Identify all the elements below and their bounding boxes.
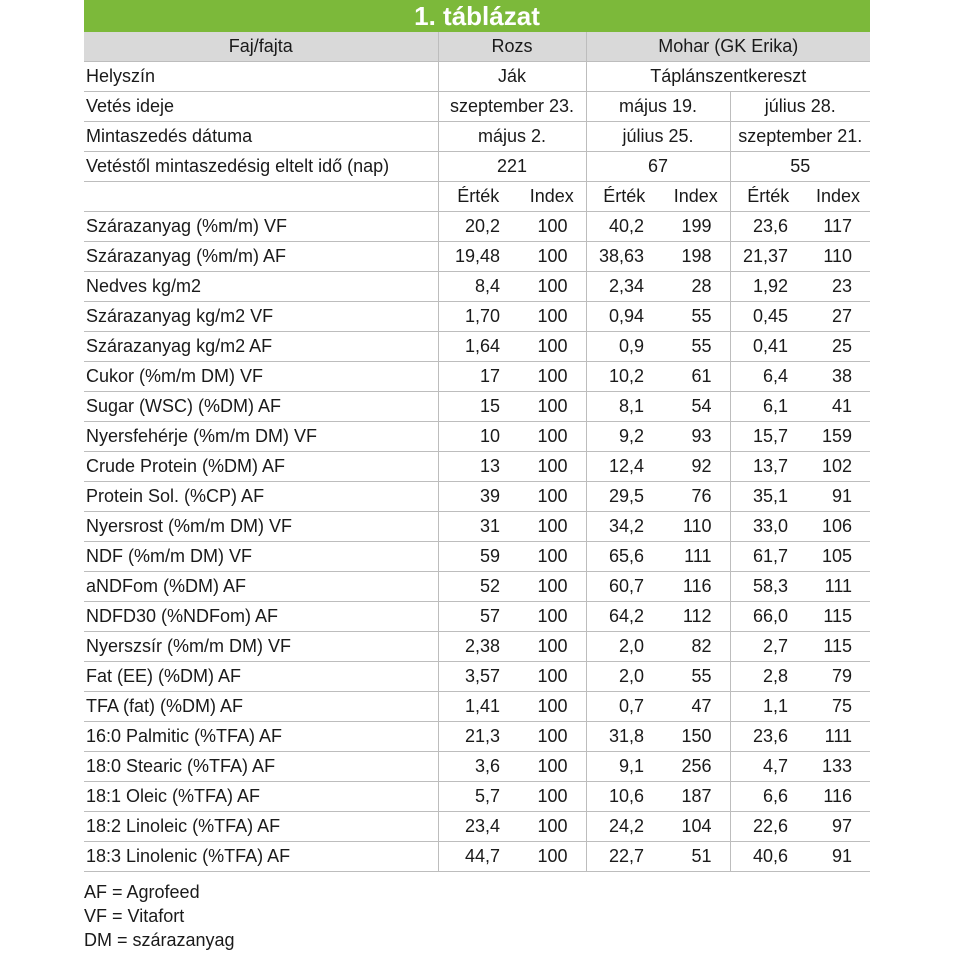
value-cell: 6,6 <box>730 782 806 812</box>
value-cell: 10 <box>438 422 518 452</box>
index-cell: 100 <box>518 782 586 812</box>
sowing-a: szeptember 23. <box>438 92 586 122</box>
value-cell: 59 <box>438 542 518 572</box>
value-cell: 3,6 <box>438 752 518 782</box>
row-label: Szárazanyag (%m/m) VF <box>84 212 438 242</box>
value-cell: 58,3 <box>730 572 806 602</box>
index-cell: 55 <box>662 332 730 362</box>
sampling-label: Mintaszedés dátuma <box>84 122 438 152</box>
value-cell: 2,8 <box>730 662 806 692</box>
sowing-label: Vetés ideje <box>84 92 438 122</box>
index-cell: 41 <box>806 392 870 422</box>
value-cell: 60,7 <box>586 572 662 602</box>
index-cell: 93 <box>662 422 730 452</box>
index-cell: 110 <box>806 242 870 272</box>
index-cell: 100 <box>518 602 586 632</box>
value-cell: 9,2 <box>586 422 662 452</box>
index-cell: 55 <box>662 302 730 332</box>
table-row <box>84 482 870 512</box>
table-row <box>84 722 870 752</box>
subheader-ertek: Érték <box>438 182 518 212</box>
index-cell: 198 <box>662 242 730 272</box>
table-row <box>84 632 870 662</box>
header-row <box>84 32 870 62</box>
value-cell: 2,0 <box>586 632 662 662</box>
value-cell: 40,6 <box>730 842 806 872</box>
table-row <box>84 602 870 632</box>
location-row <box>84 62 870 92</box>
value-cell: 17 <box>438 362 518 392</box>
index-cell: 199 <box>662 212 730 242</box>
subheader-index: Index <box>806 182 870 212</box>
days-b: 67 <box>586 152 730 182</box>
value-cell: 61,7 <box>730 542 806 572</box>
value-cell: 6,4 <box>730 362 806 392</box>
value-cell: 5,7 <box>438 782 518 812</box>
index-cell: 100 <box>518 482 586 512</box>
row-label: Szárazanyag (%m/m) AF <box>84 242 438 272</box>
index-cell: 100 <box>518 542 586 572</box>
index-cell: 100 <box>518 242 586 272</box>
header-species: Faj/fajta <box>84 32 438 62</box>
value-cell: 38,63 <box>586 242 662 272</box>
sowing-row <box>84 92 870 122</box>
table-container <box>84 0 870 872</box>
row-label: 18:3 Linolenic (%TFA) AF <box>84 842 438 872</box>
value-cell: 21,37 <box>730 242 806 272</box>
value-cell: 39 <box>438 482 518 512</box>
value-cell: 0,94 <box>586 302 662 332</box>
index-cell: 47 <box>662 692 730 722</box>
index-cell: 100 <box>518 572 586 602</box>
value-cell: 0,7 <box>586 692 662 722</box>
index-cell: 116 <box>662 572 730 602</box>
value-cell: 15,7 <box>730 422 806 452</box>
index-cell: 106 <box>806 512 870 542</box>
days-c: 55 <box>730 152 870 182</box>
sampling-b: július 25. <box>586 122 730 152</box>
value-cell: 15 <box>438 392 518 422</box>
row-label: Nedves kg/m2 <box>84 272 438 302</box>
index-cell: 100 <box>518 722 586 752</box>
index-cell: 25 <box>806 332 870 362</box>
index-cell: 97 <box>806 812 870 842</box>
row-label: TFA (fat) (%DM) AF <box>84 692 438 722</box>
value-cell: 12,4 <box>586 452 662 482</box>
value-cell: 29,5 <box>586 482 662 512</box>
value-cell: 23,4 <box>438 812 518 842</box>
table-row <box>84 842 870 872</box>
sampling-a: május 2. <box>438 122 586 152</box>
index-cell: 100 <box>518 332 586 362</box>
table-row <box>84 512 870 542</box>
value-cell: 6,1 <box>730 392 806 422</box>
value-cell: 40,2 <box>586 212 662 242</box>
index-cell: 100 <box>518 752 586 782</box>
table-row <box>84 812 870 842</box>
index-cell: 55 <box>662 662 730 692</box>
index-cell: 51 <box>662 842 730 872</box>
index-cell: 38 <box>806 362 870 392</box>
table-row <box>84 692 870 722</box>
value-cell: 35,1 <box>730 482 806 512</box>
footnote: DM = szárazanyag <box>84 930 235 950</box>
index-cell: 100 <box>518 272 586 302</box>
row-label: Sugar (WSC) (%DM) AF <box>84 392 438 422</box>
value-cell: 2,38 <box>438 632 518 662</box>
index-cell: 79 <box>806 662 870 692</box>
value-cell: 19,48 <box>438 242 518 272</box>
table-row <box>84 242 870 272</box>
value-cell: 9,1 <box>586 752 662 782</box>
subheader-index: Index <box>518 182 586 212</box>
index-cell: 111 <box>806 572 870 602</box>
index-cell: 102 <box>806 452 870 482</box>
index-cell: 100 <box>518 422 586 452</box>
index-cell: 75 <box>806 692 870 722</box>
value-cell: 23,6 <box>730 212 806 242</box>
value-cell: 31,8 <box>586 722 662 752</box>
index-cell: 116 <box>806 782 870 812</box>
sowing-c: július 28. <box>730 92 870 122</box>
index-cell: 92 <box>662 452 730 482</box>
row-label: Nyerszsír (%m/m DM) VF <box>84 632 438 662</box>
row-label: Cukor (%m/m DM) VF <box>84 362 438 392</box>
value-cell: 1,92 <box>730 272 806 302</box>
row-label: 18:2 Linoleic (%TFA) AF <box>84 812 438 842</box>
value-cell: 66,0 <box>730 602 806 632</box>
table-title: 1. táblázat <box>84 0 870 32</box>
subheader-ertek: Érték <box>586 182 662 212</box>
value-cell: 8,1 <box>586 392 662 422</box>
index-cell: 100 <box>518 662 586 692</box>
row-label: Szárazanyag kg/m2 AF <box>84 332 438 362</box>
row-label: aNDFom (%DM) AF <box>84 572 438 602</box>
index-cell: 100 <box>518 392 586 422</box>
index-cell: 27 <box>806 302 870 332</box>
value-cell: 0,45 <box>730 302 806 332</box>
value-cell: 1,41 <box>438 692 518 722</box>
location-g2: Táplánszentkereszt <box>586 62 870 92</box>
index-cell: 150 <box>662 722 730 752</box>
table-row <box>84 212 870 242</box>
table-row <box>84 392 870 422</box>
row-label: 16:0 Palmitic (%TFA) AF <box>84 722 438 752</box>
data-table <box>84 32 870 872</box>
row-label: 18:0 Stearic (%TFA) AF <box>84 752 438 782</box>
value-cell: 64,2 <box>586 602 662 632</box>
value-cell: 31 <box>438 512 518 542</box>
footnote: AF = Agrofeed <box>84 882 200 902</box>
value-cell: 65,6 <box>586 542 662 572</box>
value-cell: 33,0 <box>730 512 806 542</box>
row-label: Protein Sol. (%CP) AF <box>84 482 438 512</box>
index-cell: 115 <box>806 602 870 632</box>
value-cell: 10,6 <box>586 782 662 812</box>
index-cell: 187 <box>662 782 730 812</box>
index-cell: 100 <box>518 512 586 542</box>
value-cell: 24,2 <box>586 812 662 842</box>
index-cell: 115 <box>806 632 870 662</box>
table-row <box>84 422 870 452</box>
table-row <box>84 572 870 602</box>
value-cell: 57 <box>438 602 518 632</box>
subheader-row <box>84 182 870 212</box>
value-cell: 1,1 <box>730 692 806 722</box>
value-cell: 13 <box>438 452 518 482</box>
value-cell: 2,7 <box>730 632 806 662</box>
row-label: Fat (EE) (%DM) AF <box>84 662 438 692</box>
row-label: Crude Protein (%DM) AF <box>84 452 438 482</box>
value-cell: 20,2 <box>438 212 518 242</box>
value-cell: 4,7 <box>730 752 806 782</box>
value-cell: 23,6 <box>730 722 806 752</box>
subheader-empty <box>84 182 438 212</box>
index-cell: 133 <box>806 752 870 782</box>
subheader-ertek: Érték <box>730 182 806 212</box>
row-label: Nyersfehérje (%m/m DM) VF <box>84 422 438 452</box>
index-cell: 100 <box>518 452 586 482</box>
sowing-b: május 19. <box>586 92 730 122</box>
table-row <box>84 452 870 482</box>
index-cell: 112 <box>662 602 730 632</box>
index-cell: 100 <box>518 362 586 392</box>
subheader-index: Index <box>662 182 730 212</box>
table-row <box>84 662 870 692</box>
index-cell: 100 <box>518 302 586 332</box>
index-cell: 23 <box>806 272 870 302</box>
value-cell: 13,7 <box>730 452 806 482</box>
index-cell: 256 <box>662 752 730 782</box>
header-group-rozs: Rozs <box>438 32 586 62</box>
index-cell: 100 <box>518 632 586 662</box>
location-g1: Ják <box>438 62 586 92</box>
value-cell: 22,6 <box>730 812 806 842</box>
index-cell: 111 <box>806 722 870 752</box>
index-cell: 91 <box>806 842 870 872</box>
value-cell: 0,9 <box>586 332 662 362</box>
index-cell: 159 <box>806 422 870 452</box>
value-cell: 1,70 <box>438 302 518 332</box>
header-group-mohar: Mohar (GK Erika) <box>586 32 870 62</box>
days-row <box>84 152 870 182</box>
value-cell: 22,7 <box>586 842 662 872</box>
row-label: 18:1 Oleic (%TFA) AF <box>84 782 438 812</box>
table-row <box>84 782 870 812</box>
footnote: VF = Vitafort <box>84 906 185 926</box>
sampling-c: szeptember 21. <box>730 122 870 152</box>
index-cell: 100 <box>518 842 586 872</box>
table-row <box>84 332 870 362</box>
days-a: 221 <box>438 152 586 182</box>
value-cell: 2,34 <box>586 272 662 302</box>
index-cell: 76 <box>662 482 730 512</box>
value-cell: 44,7 <box>438 842 518 872</box>
sampling-row <box>84 122 870 152</box>
location-label: Helyszín <box>84 62 438 92</box>
index-cell: 100 <box>518 212 586 242</box>
index-cell: 105 <box>806 542 870 572</box>
row-label: Szárazanyag kg/m2 VF <box>84 302 438 332</box>
row-label: NDF (%m/m DM) VF <box>84 542 438 572</box>
index-cell: 110 <box>662 512 730 542</box>
table-row <box>84 362 870 392</box>
value-cell: 2,0 <box>586 662 662 692</box>
index-cell: 104 <box>662 812 730 842</box>
value-cell: 1,64 <box>438 332 518 362</box>
row-label: NDFD30 (%NDFom) AF <box>84 602 438 632</box>
index-cell: 117 <box>806 212 870 242</box>
table-row <box>84 272 870 302</box>
value-cell: 10,2 <box>586 362 662 392</box>
index-cell: 100 <box>518 692 586 722</box>
value-cell: 0,41 <box>730 332 806 362</box>
index-cell: 111 <box>662 542 730 572</box>
row-label: Nyersrost (%m/m DM) VF <box>84 512 438 542</box>
value-cell: 34,2 <box>586 512 662 542</box>
index-cell: 54 <box>662 392 730 422</box>
footnotes <box>84 880 235 952</box>
index-cell: 100 <box>518 812 586 842</box>
table-row <box>84 542 870 572</box>
value-cell: 52 <box>438 572 518 602</box>
days-label: Vetéstől mintaszedésig eltelt idő (nap) <box>84 152 438 182</box>
value-cell: 8,4 <box>438 272 518 302</box>
table-row <box>84 752 870 782</box>
value-cell: 3,57 <box>438 662 518 692</box>
value-cell: 21,3 <box>438 722 518 752</box>
index-cell: 91 <box>806 482 870 512</box>
index-cell: 61 <box>662 362 730 392</box>
index-cell: 28 <box>662 272 730 302</box>
index-cell: 82 <box>662 632 730 662</box>
table-row <box>84 302 870 332</box>
